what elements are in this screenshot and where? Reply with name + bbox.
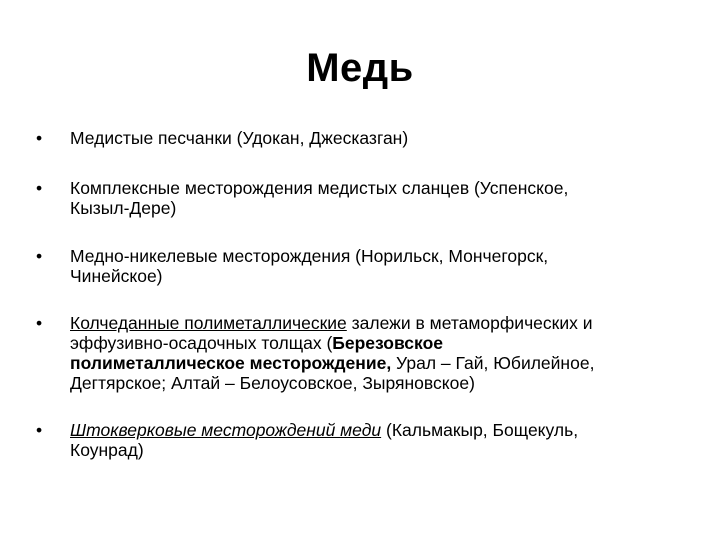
slide-title-text: Медь	[306, 46, 414, 90]
list-item-text	[70, 128, 682, 148]
item-line	[70, 333, 682, 353]
item-line: Медно-никелевые месторождения (Норильск, Мончегорск,	[70, 246, 549, 266]
item-line: Коунрад)	[70, 440, 144, 460]
item-line: Комплексные месторождения медистых сланцев (Успенское,	[70, 178, 569, 198]
item-line: Чинейское)	[70, 266, 163, 286]
bullet-icon: •	[36, 313, 43, 333]
underlined-italic-term: Штокверковые месторождений меди	[70, 420, 382, 440]
bullet-icon: •	[36, 420, 43, 440]
bold-term: Березовское	[332, 333, 443, 353]
item-text: эффузивно-осадочных толщах (	[70, 333, 333, 353]
bullet-icon: •	[36, 178, 43, 198]
item-text: (Кальмакыр, Бощекуль,	[381, 420, 579, 440]
item-line	[70, 313, 682, 333]
list-item-text	[70, 420, 682, 460]
item-line	[70, 353, 682, 373]
list-item-text	[70, 246, 682, 286]
item-text: залежи в метаморфических и	[346, 313, 593, 333]
list-item-text	[70, 178, 682, 218]
item-text: Медистые песчанки (Удокан, Джесказган)	[70, 128, 409, 148]
item-line	[70, 420, 682, 440]
item-line: Дегтярское; Алтай – Белоусовское, Зыряновское)	[70, 373, 475, 393]
item-text: Урал – Гай, Юбилейное,	[391, 353, 595, 373]
underlined-term: Колчеданные полиметаллические	[70, 313, 347, 333]
bullet-icon: •	[36, 128, 43, 148]
bold-term: полиметаллическое месторождение,	[70, 353, 392, 373]
list-item-text	[70, 313, 682, 393]
item-line: Кызыл-Дере)	[70, 198, 177, 218]
bullet-icon: •	[36, 246, 43, 266]
